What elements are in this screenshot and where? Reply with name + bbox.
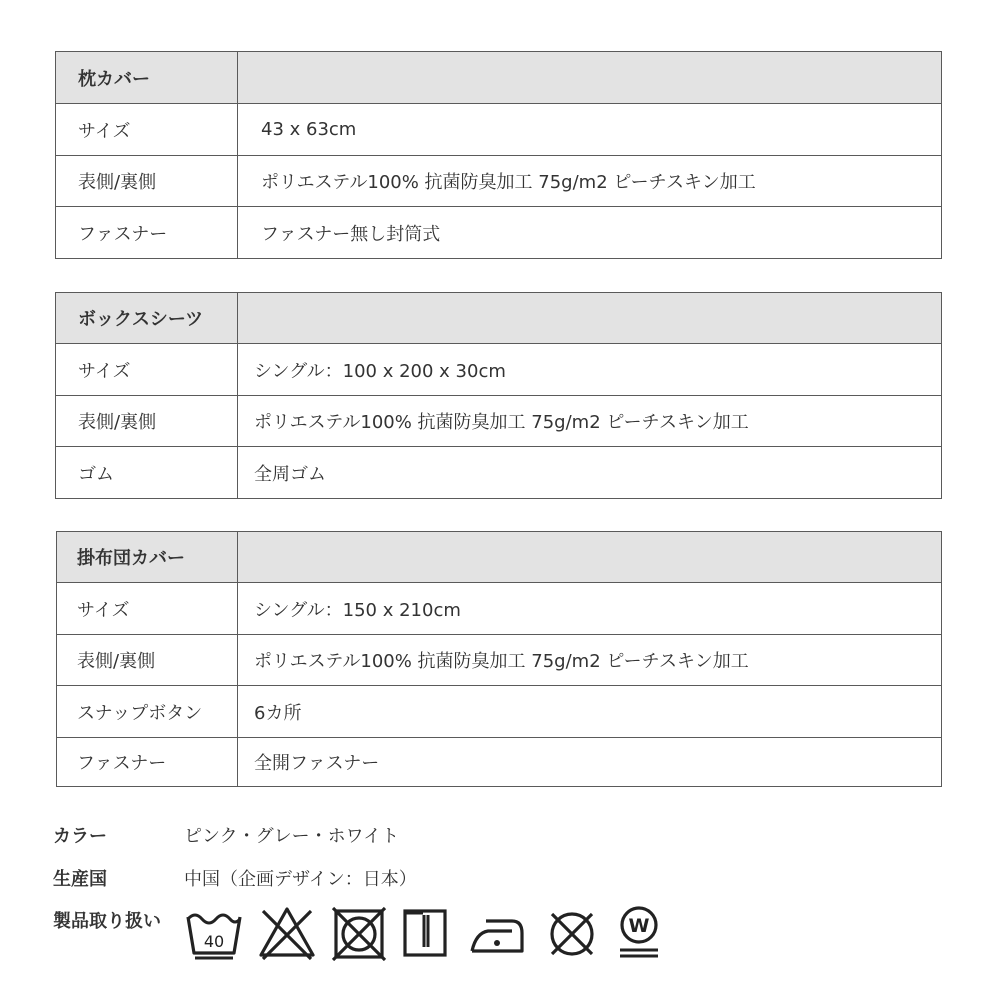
row-label: 表側/裏側	[56, 156, 238, 207]
care-icons	[183, 903, 663, 965]
row-label: ファスナー	[57, 738, 238, 787]
table-header-row	[57, 532, 942, 583]
row-value: ファスナー無し封筒式	[238, 207, 942, 259]
table-row	[56, 156, 942, 207]
row-value: シングル：150 x 210cm	[238, 583, 942, 635]
table-row	[56, 104, 942, 156]
color-value: ピンク・グレー・ホワイト	[184, 826, 400, 847]
no-dry-clean-icon	[544, 903, 600, 961]
header-empty-cell	[238, 532, 942, 583]
no-tumble-dry-icon	[330, 903, 388, 961]
header-empty-cell	[238, 52, 942, 104]
row-label: スナップボタン	[57, 686, 238, 738]
row-value: ポリエステル100% 抗菌防臭加工 75g/m2 ピーチスキン加工	[238, 156, 942, 207]
row-value: ポリエステル100% 抗菌防臭加工 75g/m2 ピーチスキン加工	[238, 396, 942, 447]
row-value: 全開ファスナー	[238, 738, 942, 787]
row-label: サイズ	[57, 583, 238, 635]
row-value: 43 x 63cm	[238, 104, 942, 156]
origin-value: 中国（企画デザイン：日本）	[184, 869, 417, 890]
wash-temp-text: 40	[203, 932, 225, 951]
table-row	[57, 738, 942, 787]
table-title: 枕カバー	[56, 52, 238, 104]
table-row	[57, 583, 942, 635]
row-label: 表側/裏側	[56, 396, 238, 447]
row-value: ポリエステル100% 抗菌防臭加工 75g/m2 ピーチスキン加工	[238, 635, 942, 686]
row-label: ゴム	[56, 447, 238, 499]
row-label: 表側/裏側	[57, 635, 238, 686]
iron-low-icon	[468, 903, 526, 961]
pillow-cover-table	[55, 51, 942, 259]
origin-label: 生産国	[53, 869, 107, 890]
table-header-row	[56, 293, 942, 344]
table-row	[57, 635, 942, 686]
care-label: 製品取り扱い	[53, 911, 161, 932]
table-row	[56, 207, 942, 259]
color-label: カラー	[53, 826, 107, 847]
table-row	[56, 344, 942, 396]
header-empty-cell	[238, 293, 942, 344]
wet-clean-icon	[616, 903, 662, 961]
row-label: サイズ	[56, 344, 238, 396]
wet-clean-letter: W	[628, 915, 650, 937]
table-row	[56, 447, 942, 499]
row-value: シングル：100 x 200 x 30cm	[238, 344, 942, 396]
row-label: サイズ	[56, 104, 238, 156]
table-row	[56, 396, 942, 447]
row-label: ファスナー	[56, 207, 238, 259]
row-value: 6カ所	[238, 686, 942, 738]
no-bleach-icon	[257, 903, 317, 961]
line-dry-shade-icon	[401, 903, 449, 961]
table-row	[57, 686, 942, 738]
duvet-cover-table	[56, 531, 942, 787]
box-sheet-table	[55, 292, 942, 499]
table-header-row	[56, 52, 942, 104]
row-value: 全周ゴム	[238, 447, 942, 499]
table-title: 掛布団カバー	[57, 532, 238, 583]
wash-40-icon	[185, 903, 243, 961]
table-title: ボックスシーツ	[56, 293, 238, 344]
